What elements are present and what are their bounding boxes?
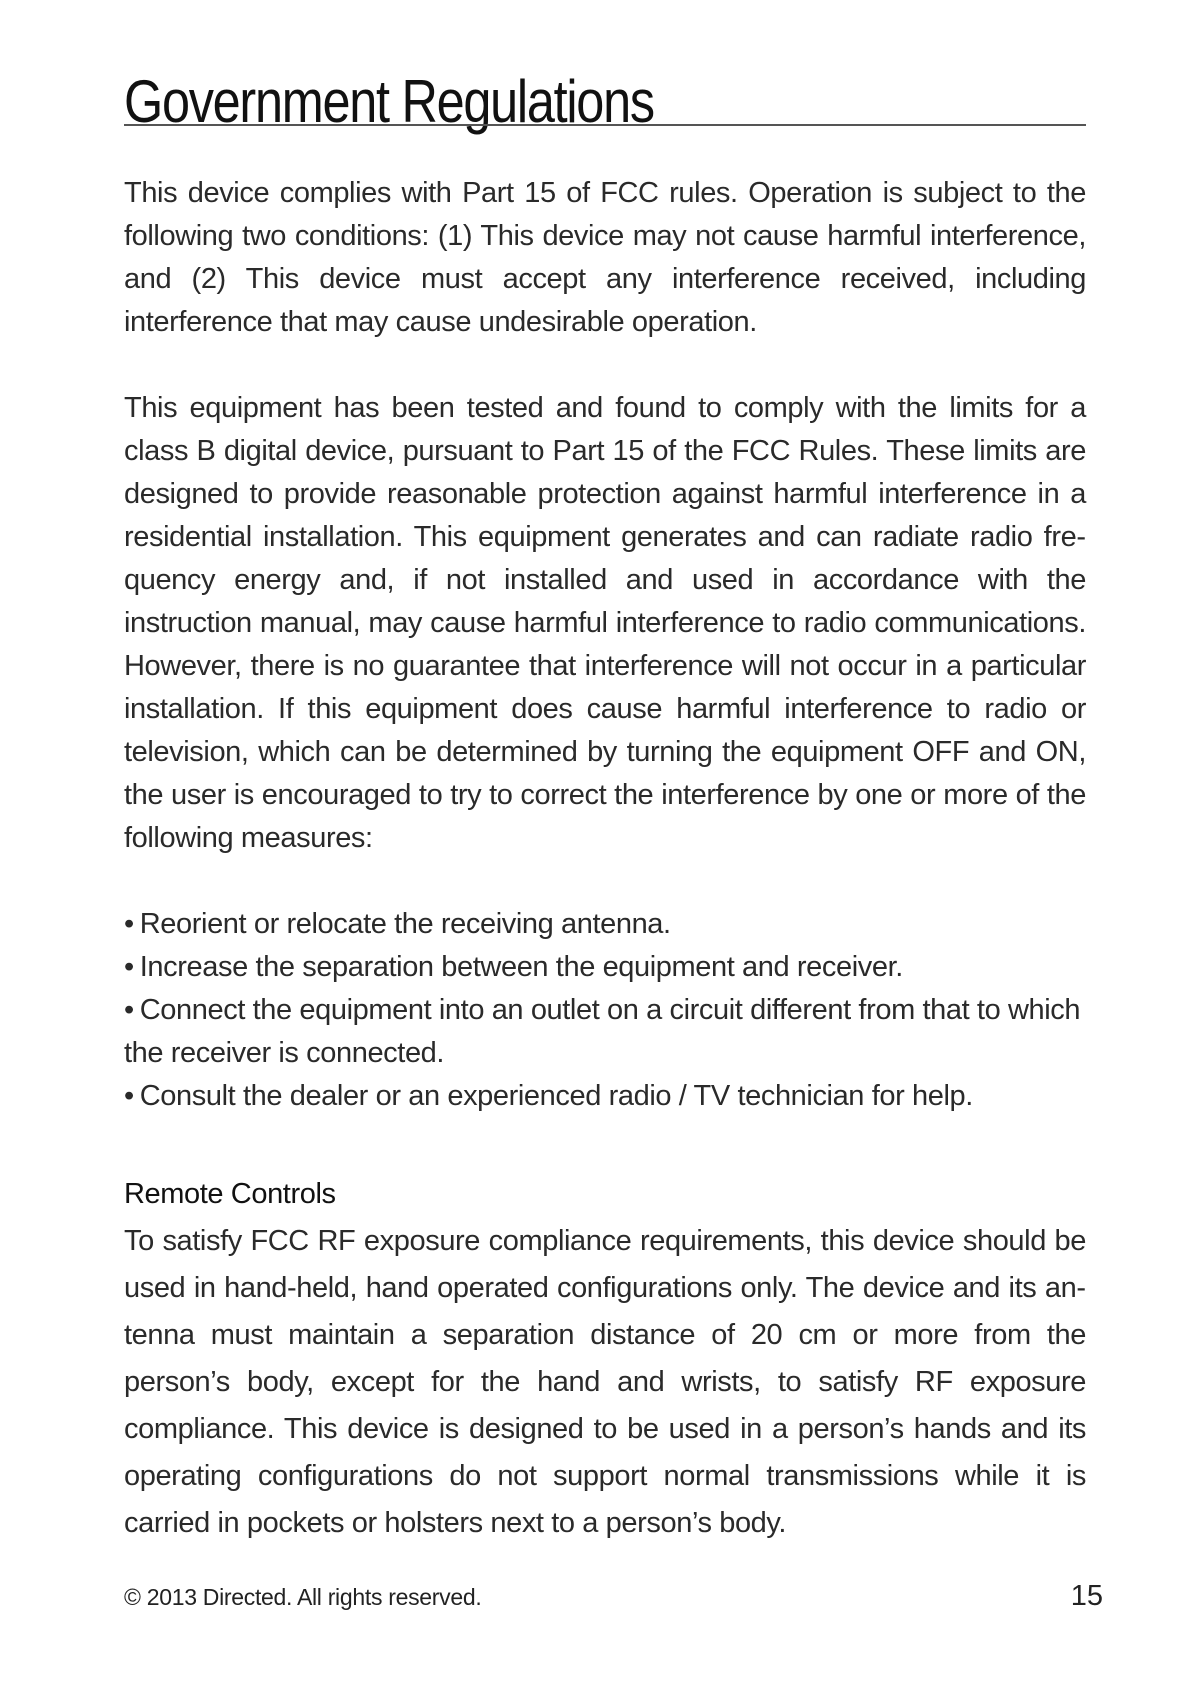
bullet-icon: • bbox=[124, 908, 134, 940]
class-b-paragraph: This equipment has been tested and found to comply with the limits for a class B digital device, pursuant to Part 15 of the FCC Rules. These limits are designed to provide reasonable protection against harmful interference in a residential installation. This equipment generates and can radiate radio frequency energy and, if not installed and used in accordance with the instruction manual, may cause harmful interference to radio communications. However, there is no guarantee that interference will not occur in a particular installation. If this equipment does cause harmful interference to radio or television, which can be determined by turning the equipment OFF and ON, the user is encouraged to try to correct the interference by one or more of the following measures: bbox=[124, 392, 1086, 854]
remote-controls-paragraph: To satisfy FCC RF exposure compliance requirements, this device should be used in hand-held, hand operated configurations only. The device and its antenna must maintain a separation distance of 20 cm or more from the person’s body, except for the hand and wrists, to satisfy RF exposure compliance. This device is designed to be used in a person’s hands and its operating configurations do not support normal transmissions while it is carried in pockets or holsters next to a person’s body. bbox=[124, 1225, 1086, 1539]
bullet-icon: • bbox=[124, 1080, 134, 1112]
page-number: 15 bbox=[1070, 1580, 1103, 1612]
footer-copyright: © 2013 Directed. All rights reserved. bbox=[124, 1584, 482, 1610]
list-item bbox=[124, 1075, 1086, 1118]
measures-list bbox=[124, 903, 1086, 1118]
remote-controls-heading: Remote Controls bbox=[124, 1178, 336, 1210]
list-item bbox=[124, 989, 1086, 1075]
bullet-icon: • bbox=[124, 951, 134, 983]
bullet-icon: • bbox=[124, 994, 134, 1026]
list-item-text: Consult the dealer or an experienced radio / TV technician for help. bbox=[139, 1080, 973, 1112]
fcc-compliance-paragraph: This device complies with Part 15 of FCC rules. Operation is subject to the following two conditions: (1) This device may not cause harmful interference, and (2) This device must accept any interference received, including interference that may cause undesirable operation. bbox=[124, 177, 1086, 338]
document-body bbox=[124, 172, 1086, 1547]
list-item bbox=[124, 946, 1086, 989]
list-item bbox=[124, 903, 1086, 946]
list-item-text: Reorient or relocate the receiving antenna. bbox=[139, 908, 671, 940]
page-title: Government Regulations bbox=[124, 68, 654, 135]
list-item-text: Connect the equipment into an outlet on a circuit different from that to which the receiver is connected. bbox=[124, 994, 1081, 1069]
list-item-text: Increase the separation between the equipment and receiver. bbox=[139, 951, 903, 983]
title-divider bbox=[124, 124, 1086, 126]
